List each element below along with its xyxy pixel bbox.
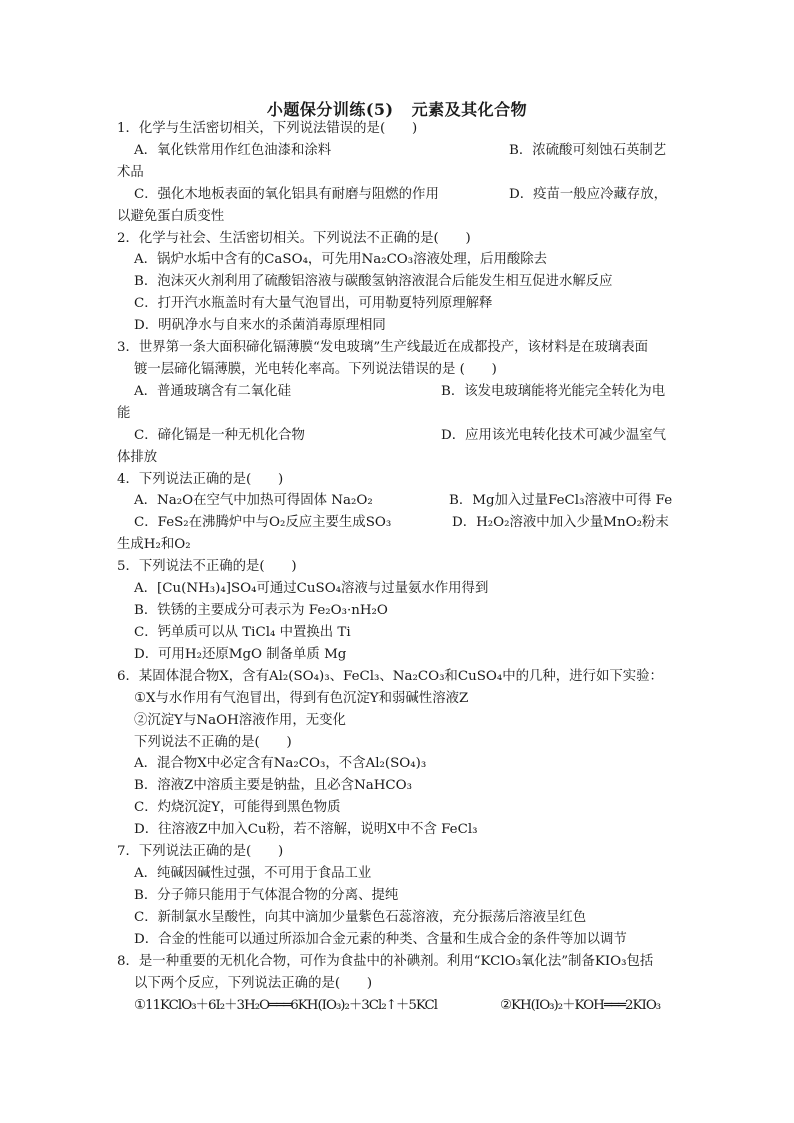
question-8: 8．是一种重要的无机化合物，可作为食盐中的补碘剂。利用“KClO₃氧化法”制备KIO₃包括 <box>117 954 654 969</box>
q3-option-a: A．普通玻璃含有二氧化硅 <box>134 384 291 399</box>
q2-option-a: A．锅炉水垢中含有的CaSO₄，可先用Na₂CO₃溶液处理，后用酸除去 <box>134 252 548 267</box>
q1-option-d: D．疫苗一般应冷藏存放， <box>509 187 668 202</box>
q3-option-d: D．应用该光电转化技术可减少温室气 <box>441 428 666 443</box>
q1-option-b-cont: 术品 <box>117 165 144 180</box>
q3-option-c: C．碲化镉是一种无机化合物 <box>134 428 305 443</box>
question-3-cont: 镀一层碲化镉薄膜，光电转化率高。下列说法错误的是 ( ) <box>134 362 497 377</box>
q3-option-b: B．该发电玻璃能将光能完全转化为电 <box>441 384 666 399</box>
question-4: 4．下列说法正确的是( ) <box>117 472 284 487</box>
q7-option-a: A．纯碱因碱性过强，不可用于食品工业 <box>134 866 372 881</box>
q6-prompt: 下列说法不正确的是( ) <box>134 735 292 750</box>
q4-option-d-cont: 生成H₂和O₂ <box>117 537 191 552</box>
q5-option-b: B．铁锈的主要成分可表示为 Fe₂O₃·nH₂O <box>134 603 388 618</box>
question-6: 6．某固体混合物X，含有Al₂(SO₄)₃、FeCl₃、Na₂CO₃和CuSO₄中的几种，进行如下实验： <box>117 669 663 684</box>
q8-reaction-1: ①11KClO₃＋6I₂＋3H₂O═══6KH(IO₃)₂＋3Cl₂↑＋5KCl <box>134 998 438 1013</box>
q6-option-b: B．溶液Z中溶质主要是钠盐，且必含NaHCO₃ <box>134 778 412 793</box>
q7-option-d: D．合金的性能可以通过所添加合金元素的种类、含量和生成合金的条件等加以调节 <box>134 932 627 947</box>
q8-reaction-2: ②KH(IO₃)₂＋KOH═══2KIO₃ <box>500 998 661 1013</box>
question-2: 2．化学与社会、生活密切相关。下列说法不正确的是( ) <box>117 231 471 246</box>
q7-option-c: C．新制氯水呈酸性，向其中滴加少量紫色石蕊溶液，充分振荡后溶液呈红色 <box>134 910 587 925</box>
q1-option-a: A．氧化铁常用作红色油漆和涂料 <box>134 143 332 158</box>
q2-option-c: C．打开汽水瓶盖时有大量气泡冒出，可用勒夏特列原理解释 <box>134 296 493 311</box>
q7-option-b: B．分子筛只能用于气体混合物的分离、提纯 <box>134 888 399 903</box>
q1-option-d-cont: 以避免蛋白质变性 <box>117 209 225 224</box>
q4-option-d: D．H₂O₂溶液中加入少量MnO₂粉末 <box>452 515 669 530</box>
title-sub: 元素及其化合物 <box>411 100 528 119</box>
q5-option-c: C．钙单质可以从 TiCl₄ 中置换出 Ti <box>134 625 351 640</box>
q3-option-d-cont: 体排放 <box>117 450 158 465</box>
q6-experiment-1: ①X与水作用有气泡冒出，得到有色沉淀Y和弱碱性溶液Z <box>134 691 469 706</box>
question-3: 3．世界第一条大面积碲化镉薄膜“发电玻璃”生产线最近在成都投产，该材料是在玻璃表面 <box>117 340 649 355</box>
q1-option-b: B．浓硫酸可刻蚀石英制艺 <box>509 143 667 158</box>
q4-option-c: C．FeS₂在沸腾炉中与O₂反应主要生成SO₃ <box>134 515 392 530</box>
q2-option-b: B．泡沫灭火剂利用了硫酸铝溶液与碳酸氢钠溶液混合后能发生相互促进水解反应 <box>134 274 613 289</box>
q4-option-a: A．Na₂O在空气中加热可得固体 Na₂O₂ <box>134 493 373 508</box>
title-main: 小题保分训练(5) <box>266 100 394 119</box>
q2-option-d: D．明矾净水与自来水的杀菌消毒原理相同 <box>134 318 386 333</box>
q6-option-c: C．灼烧沉淀Y，可能得到黑色物质 <box>134 800 341 815</box>
page-title <box>0 97 794 120</box>
question-5: 5．下列说法不正确的是( ) <box>117 559 297 574</box>
q5-option-d: D．可用H₂还原MgO 制备单质 Mg <box>134 647 347 662</box>
q3-option-b-cont: 能 <box>117 406 131 421</box>
q4-option-b: B．Mg加入过量FeCl₃溶液中可得 Fe <box>449 493 673 508</box>
q6-option-a: A．混合物X中必定含有Na₂CO₃，不含Al₂(SO₄)₃ <box>134 756 427 771</box>
q6-experiment-2: ②沉淀Y与NaOH溶液作用，无变化 <box>134 713 346 728</box>
q5-option-a: A．[Cu(NH₃)₄]SO₄可通过CuSO₄溶液与过量氨水作用得到 <box>134 581 489 596</box>
q1-option-c: C．强化木地板表面的氧化铝具有耐磨与阻燃的作用 <box>134 187 439 202</box>
question-7: 7．下列说法正确的是( ) <box>117 844 284 859</box>
question-1: 1．化学与生活密切相关，下列说法错误的是( ) <box>117 121 418 136</box>
q6-option-d: D．往溶液Z中加入Cu粉，若不溶解，说明X中不含 FeCl₃ <box>134 822 478 837</box>
question-8-cont: 以下两个反应，下列说法正确的是( ) <box>134 976 373 991</box>
